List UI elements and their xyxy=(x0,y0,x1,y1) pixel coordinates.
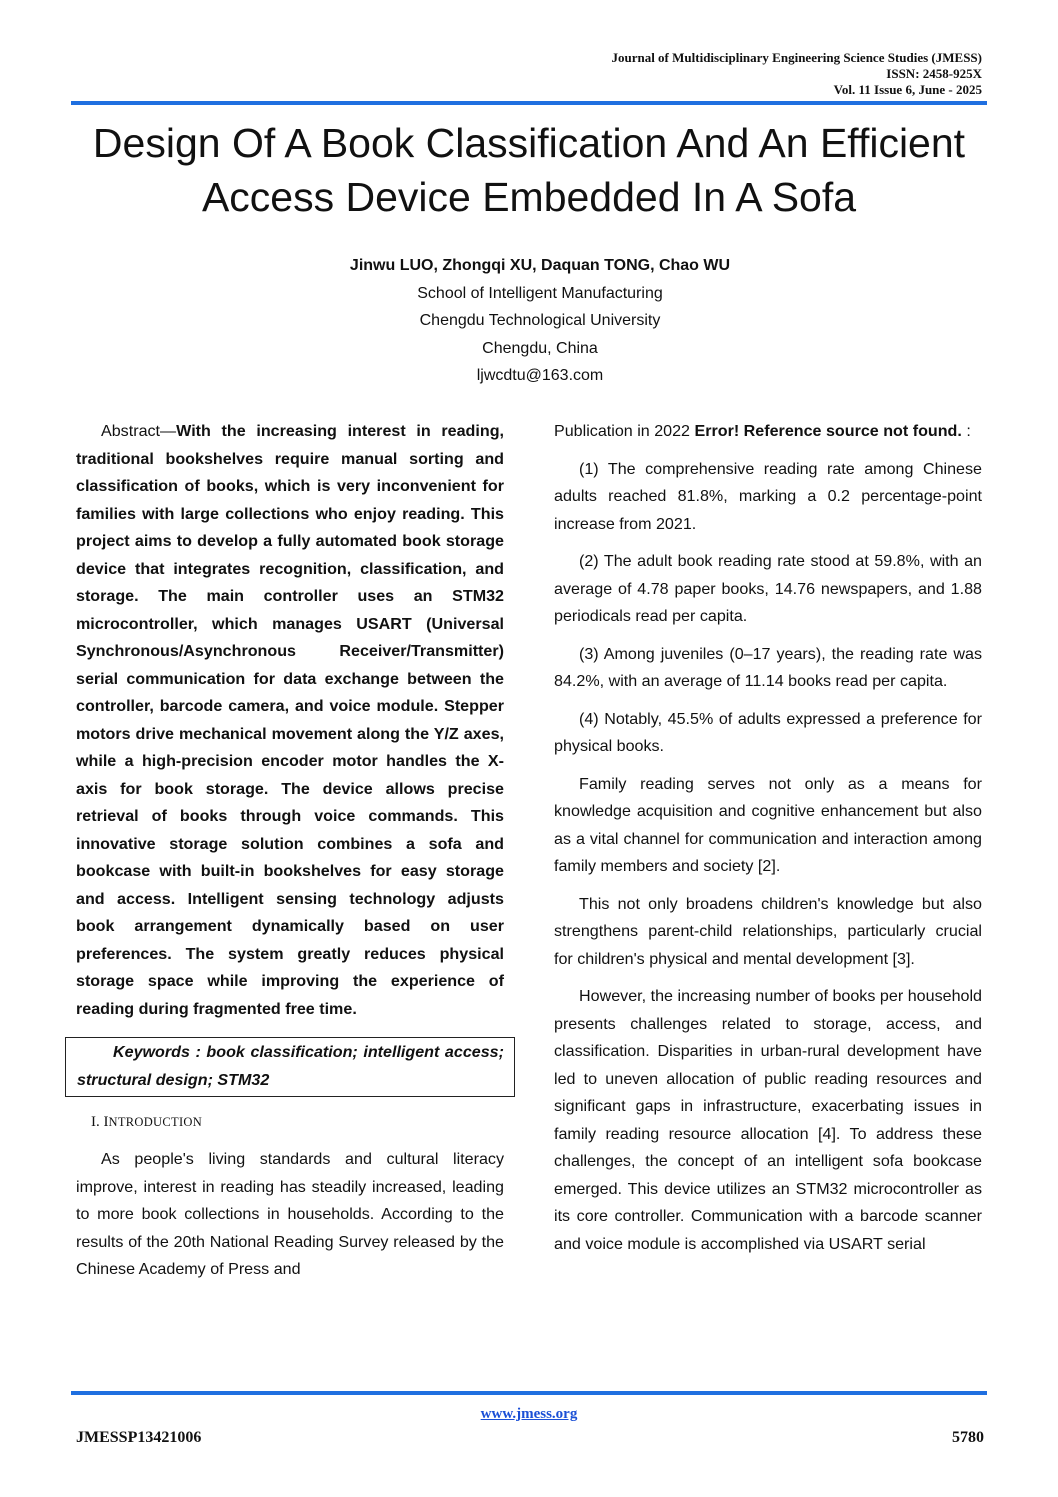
title-line-2: Access Device Embedded In A Sofa xyxy=(201,174,857,220)
right-column xyxy=(554,418,982,1268)
journal-header xyxy=(611,50,982,98)
author-names: Jinwu LUO, Zhongqi XU, Daquan TONG, Chao WU xyxy=(349,257,731,274)
author-location: Chengdu, China xyxy=(482,339,598,357)
footer-divider xyxy=(71,1391,987,1395)
keywords: Keywords : book classification; intelligent access; structural design; STM32 xyxy=(77,1043,504,1089)
footer-page-number: 5780 xyxy=(952,1429,984,1446)
section-title-rest: NTRODUCTION xyxy=(108,1115,203,1129)
p0-end: : xyxy=(961,422,971,440)
footer-paper-id: JMESSP13421006 xyxy=(76,1429,202,1446)
title-line-1: Design Of A Book Classification And An Efficient xyxy=(92,120,966,166)
intro-paragraph: As people's living standards and cultural literacy improve, interest in reading has steadily increased, leading to more book collections in households. According to the results of the 20th National Reading Survey released by the Chinese Academy of Press and xyxy=(76,1150,504,1278)
reference-error: Error! Reference source not found. xyxy=(694,422,962,440)
author-university: Chengdu Technological University xyxy=(419,312,661,329)
section-first-letter: I xyxy=(103,1114,109,1130)
section-numeral: I. xyxy=(91,1114,100,1130)
right-paragraph-3: (3) Among juveniles (0–17 years), the reading rate was 84.2%, with an average of 11.14 books read per capita. xyxy=(554,644,982,690)
author-email[interactable]: ljwcdtu@163.com xyxy=(476,367,604,384)
abstract-text: With the increasing interest in reading, traditional bookshelves require manual sorting and classification of books, which is very inconvenient for families with large collections who enjoy reading. This project aims to develop a fully automated book storage device that integrates recognition, classification, and storage. The main controller uses an STM32 microcontroller, which manages USART (Universal Synchronous/Asynchronous Receiver/Transmitter) serial communication for data exchange between the controller, barcode camera, and voice module. Stepper motors drive mechanical movement along the Y/Z axes, while a high-precision encoder motor handles the X-axis for book storage. The device allows precise retrieval of books through voice commands. This innovative storage solution combines a sofa and bookcase with built-in bookshelves for easy storage and access. Intelligent sensing technology adjusts book arrangement dynamically based on user preferences. The system greatly reduces physical storage space while improving the experience of reading during fragmented free time. xyxy=(76,422,504,1018)
left-column xyxy=(76,418,504,1284)
right-paragraph-5: Family reading serves not only as a means for knowledge acquisition and cognitive enhancement but also as a vital channel for communication and interaction among family members and society [2]. xyxy=(554,774,982,875)
header-divider xyxy=(71,101,987,105)
author-school: School of Intelligent Manufacturing xyxy=(417,284,663,302)
journal-issn: ISSN: 2458-925X xyxy=(886,66,982,81)
right-paragraph-2: (2) The adult book reading rate stood at 59.8%, with an average of 4.78 paper books, 14.76 newspapers, and 1.88 periodicals read per capita. xyxy=(554,552,982,625)
abstract-lead: Abstract— xyxy=(101,422,177,440)
right-paragraph-6: This not only broadens children's knowledge but also strengthens parent-child relationships, particularly crucial for children's physical and mental development [3]. xyxy=(554,894,982,968)
abstract xyxy=(76,418,504,1023)
keywords-box xyxy=(65,1037,515,1097)
right-paragraph-0 xyxy=(554,418,982,446)
section-heading-introduction xyxy=(91,1109,504,1136)
journal-volume: Vol. 11 Issue 6, June - 2025 xyxy=(833,82,982,97)
right-paragraph-4: (4) Notably, 45.5% of adults expressed a preference for physical books. xyxy=(554,709,982,755)
footer-website-link[interactable]: www.jmess.org xyxy=(480,1406,578,1422)
right-paragraph-1: (1) The comprehensive reading rate among Chinese adults reached 81.8%, marking a 0.2 percentage-point increase from 2021. xyxy=(554,459,982,533)
right-paragraph-7: However, the increasing number of books per household presents challenges related to storage, access, and classification. Disparities in urban-rural development have led to uneven allocation of public reading resources and significant gaps in infrastructure, exacerbating issues in family reading resource allocation [4]. To address these challenges, the concept of an intelligent sofa bookcase emerged. This device utilizes an STM32 microcontroller as its core controller. Communication with a barcode scanner and voice module is accomplished via USART serial xyxy=(554,987,982,1253)
p0-start: Publication in 2022 xyxy=(554,422,695,440)
author-block xyxy=(200,252,880,390)
paper-title xyxy=(40,116,1018,224)
journal-name: Journal of Multidisciplinary Engineering Science Studies (JMESS) xyxy=(611,50,982,65)
